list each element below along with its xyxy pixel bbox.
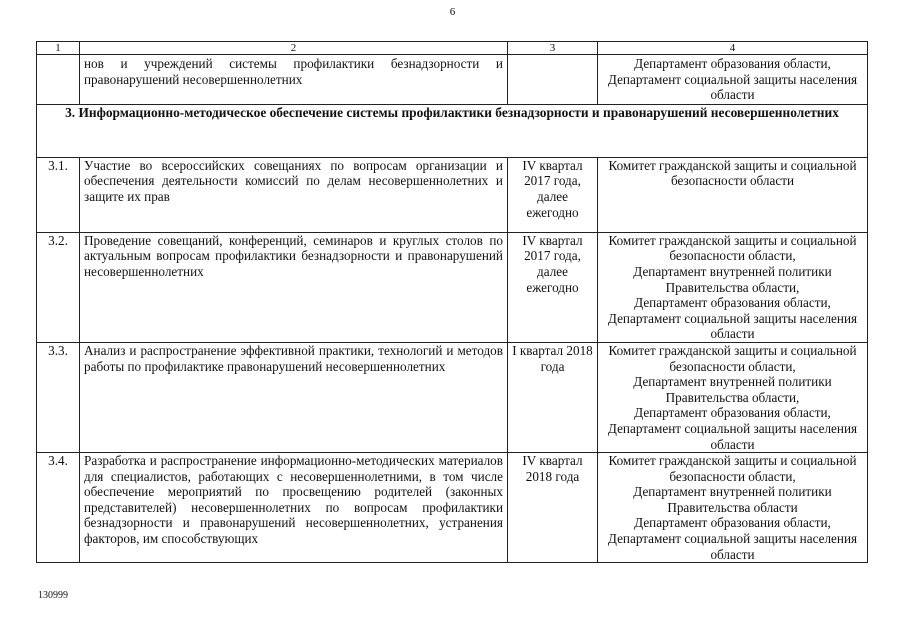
responsible-line: Комитет гражданской защиты и социальной безопасности области, [608,342,857,374]
row-term: IV квартал 2017 года, далее ежегодно [508,157,598,232]
responsible-line: Департамент образования области, Департамент социальной защиты населения области [607,295,858,342]
table-row [37,453,868,563]
responsible-line: Департамент внутренней политики Правительства области, [633,263,832,295]
row-description: Разработка и распространение информационно-методических материалов для специалистов, работающих с несовершеннолетними, в том числе обеспечение мероприятий по просвещению родителей (законных представителей) несовершеннолетних по вопросам профилактики безнадзорности и правонарушений несовершеннолетних, устранения факторов, им способствующих [80,453,508,563]
row-responsible [598,453,868,563]
row-description: Проведение совещаний, конференций, семинаров и круглых столов по актуальным вопросам профилактики безнадзорности и правонарушений несовершеннолетних [80,232,508,342]
column-number: 1 [37,42,80,55]
continuation-row [37,55,868,105]
row-term: IV квартал 2018 года [508,453,598,563]
row-responsible [598,157,868,232]
row-number: 3.1. [37,157,80,232]
column-number-row [37,42,868,55]
table-row [37,232,868,342]
continuation-responsible: Департамент образования области, Департамент социальной защиты населения области [598,55,868,105]
plan-table [36,41,868,563]
section-title: 3. Информационно-методическое обеспечение системы профилактики безнадзорности и правонарушений несовершеннолетних [37,104,868,157]
row-responsible [598,342,868,452]
responsible-line: Департамент внутренней политики Правительства области, [633,374,832,405]
column-number: 3 [508,42,598,55]
responsible-line: Комитет гражданской защиты и социальной безопасности области [608,157,857,189]
row-description: Анализ и распространение эффективной практики, технологий и методов работы по профилактике правонарушений несовершеннолетних [80,342,508,452]
row-responsible [598,232,868,342]
table-row [37,157,868,232]
document-code: 130999 [38,590,68,601]
responsible-line: Департамент внутренней политики Правительства области [633,484,832,515]
column-number: 4 [598,42,868,55]
table-row [37,342,868,452]
row-number: 3.3. [37,342,80,452]
empty-cell [37,55,80,105]
empty-cell [508,55,598,105]
responsible-line: Департамент образования области, Департамент социальной защиты населения области [607,515,858,562]
row-number: 3.2. [37,232,80,342]
row-term: IV квартал 2017 года, далее ежегодно [508,232,598,342]
row-number: 3.4. [37,453,80,563]
section-row [37,104,868,157]
column-number: 2 [80,42,508,55]
responsible-line: Комитет гражданской защиты и социальной безопасности области, [608,232,857,264]
page-number: 6 [449,6,456,18]
responsible-line: Комитет гражданской защиты и социальной безопасности области, [608,453,857,484]
row-description: Участие во всероссийских совещаниях по вопросам организации и обеспечения деятельности комиссий по делам несовершеннолетних и защите их прав [80,157,508,232]
responsible-line: Департамент образования области, Департамент социальной защиты населения области [607,405,858,452]
continuation-description: нов и учреждений системы профилактики безнадзорности и правонарушений несовершеннолетних [80,55,508,105]
row-term: I квартал 2018 года [508,342,598,452]
